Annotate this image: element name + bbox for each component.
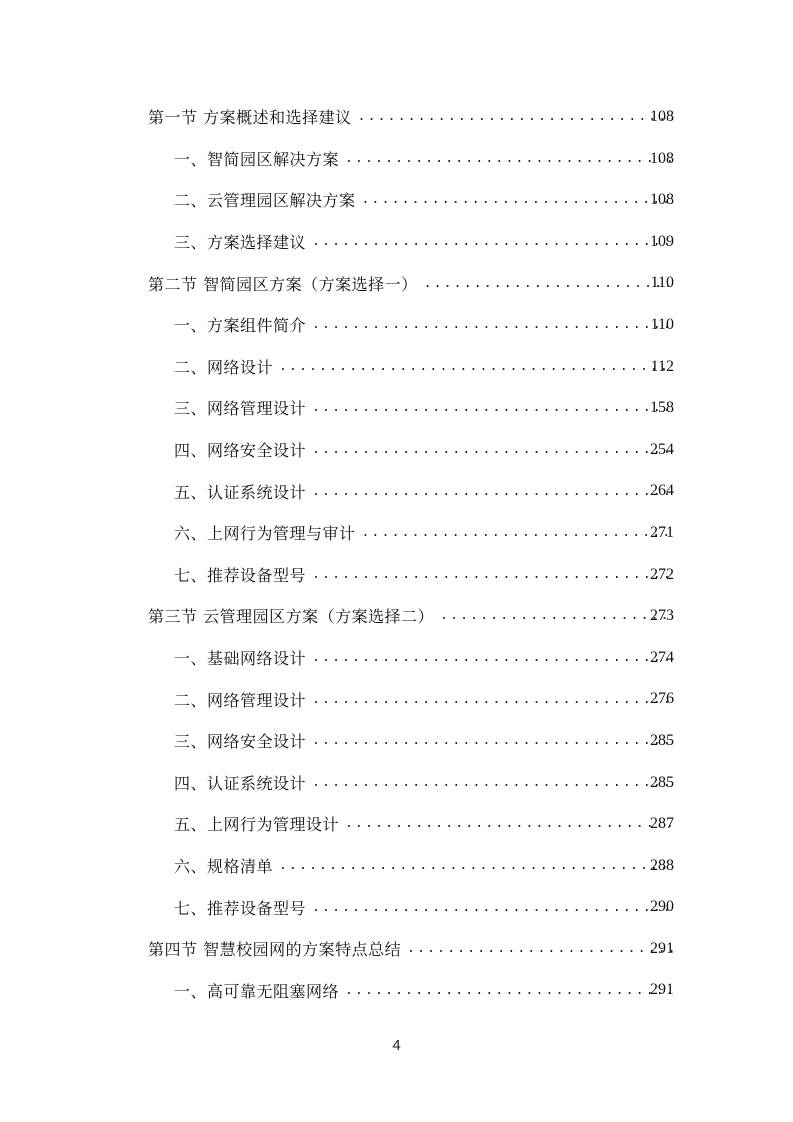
table-of-contents xyxy=(0,96,793,1011)
toc-entry-title: 一、方案组件简介 xyxy=(174,313,306,336)
toc-entry-title: 六、规格清单 xyxy=(174,854,273,877)
toc-entry[interactable] xyxy=(0,262,793,304)
toc-entry[interactable] xyxy=(0,179,793,221)
dot-leader xyxy=(345,816,673,831)
toc-entry-page: 264 xyxy=(650,482,674,500)
toc-entry-title: 五、认证系统设计 xyxy=(174,480,306,503)
toc-entry-title: 三、方案选择建议 xyxy=(174,230,306,253)
toc-entry-page: 285 xyxy=(650,731,674,749)
dot-leader xyxy=(279,359,673,374)
toc-entry[interactable] xyxy=(0,429,793,471)
toc-entry-title: 第一节 方案概述和选择建议 xyxy=(148,105,352,128)
toc-entry-title: 四、网络安全设计 xyxy=(174,438,306,461)
toc-entry-title: 二、网络管理设计 xyxy=(174,688,306,711)
toc-entry-title: 一、基础网络设计 xyxy=(174,646,306,669)
dot-leader xyxy=(312,317,673,332)
dot-leader xyxy=(312,484,673,499)
dot-leader xyxy=(312,234,673,249)
toc-entry-page: 112 xyxy=(650,357,674,375)
dot-leader xyxy=(345,983,673,998)
dot-leader xyxy=(312,442,673,457)
toc-entry[interactable] xyxy=(0,470,793,512)
dot-leader xyxy=(312,733,673,748)
toc-entry-page: 276 xyxy=(650,690,674,708)
toc-entry-page: 108 xyxy=(650,108,674,125)
toc-entry-page: 108 xyxy=(650,191,674,209)
dot-leader xyxy=(312,900,673,915)
toc-entry[interactable] xyxy=(0,138,793,180)
toc-entry[interactable] xyxy=(0,969,793,1011)
toc-entry[interactable] xyxy=(0,762,793,804)
toc-entry[interactable] xyxy=(0,845,793,887)
toc-entry[interactable] xyxy=(0,96,793,138)
toc-entry-page: 291 xyxy=(650,981,674,999)
toc-entry[interactable] xyxy=(0,803,793,845)
dot-leader xyxy=(312,775,673,790)
toc-entry-title: 第二节 智简园区方案（方案选择一） xyxy=(148,272,418,295)
toc-entry-page: 274 xyxy=(650,648,674,666)
toc-entry[interactable] xyxy=(0,886,793,928)
toc-entry-page: 285 xyxy=(650,773,674,791)
toc-entry[interactable] xyxy=(0,720,793,762)
dot-leader xyxy=(312,400,673,415)
toc-entry-page: 273 xyxy=(650,607,674,625)
dot-leader xyxy=(279,858,673,873)
dot-leader xyxy=(312,567,673,582)
toc-entry[interactable] xyxy=(0,595,793,637)
toc-entry-title: 二、云管理园区解决方案 xyxy=(174,188,356,211)
page-number: 4 xyxy=(392,1037,401,1054)
toc-entry-page: 110 xyxy=(650,274,674,292)
toc-entry[interactable] xyxy=(0,554,793,596)
dot-leader xyxy=(362,525,673,540)
toc-entry-title: 二、网络设计 xyxy=(174,355,273,378)
toc-entry-title: 六、上网行为管理与审计 xyxy=(174,521,356,544)
toc-entry-title: 一、智简园区解决方案 xyxy=(174,147,339,170)
toc-entry-page: 110 xyxy=(650,315,674,333)
toc-entry[interactable] xyxy=(0,928,793,970)
toc-entry-title: 第四节 智慧校园网的方案特点总结 xyxy=(148,937,401,960)
toc-entry[interactable] xyxy=(0,678,793,720)
toc-entry-page: 272 xyxy=(650,565,674,583)
toc-entry[interactable] xyxy=(0,304,793,346)
toc-entry-page: 271 xyxy=(650,523,674,541)
toc-entry-page: 291 xyxy=(650,939,674,957)
toc-entry-page: 158 xyxy=(650,399,674,417)
toc-entry-page: 108 xyxy=(650,149,674,167)
toc-entry-page: 288 xyxy=(650,856,674,874)
toc-entry-page: 254 xyxy=(650,440,674,458)
toc-entry[interactable] xyxy=(0,637,793,679)
toc-entry-title: 七、推荐设备型号 xyxy=(174,896,306,919)
toc-entry-title: 三、网络管理设计 xyxy=(174,396,306,419)
toc-entry-title: 三、网络安全设计 xyxy=(174,729,306,752)
dot-leader xyxy=(312,692,673,707)
dot-leader xyxy=(358,109,673,124)
toc-entry-title: 五、上网行为管理设计 xyxy=(174,812,339,835)
toc-entry-page: 109 xyxy=(650,232,674,250)
toc-entry-page: 287 xyxy=(650,815,674,833)
toc-entry[interactable] xyxy=(0,512,793,554)
dot-leader xyxy=(362,192,673,207)
toc-entry-title: 四、认证系统设计 xyxy=(174,771,306,794)
toc-entry-title: 七、推荐设备型号 xyxy=(174,563,306,586)
toc-entry-title: 一、高可靠无阻塞网络 xyxy=(174,979,339,1002)
toc-entry[interactable] xyxy=(0,221,793,263)
toc-entry-page: 290 xyxy=(650,898,674,916)
toc-entry[interactable] xyxy=(0,346,793,388)
toc-entry[interactable] xyxy=(0,387,793,429)
dot-leader xyxy=(345,151,673,166)
toc-entry-title: 第三节 云管理园区方案（方案选择二） xyxy=(148,604,434,627)
dot-leader xyxy=(312,650,673,665)
